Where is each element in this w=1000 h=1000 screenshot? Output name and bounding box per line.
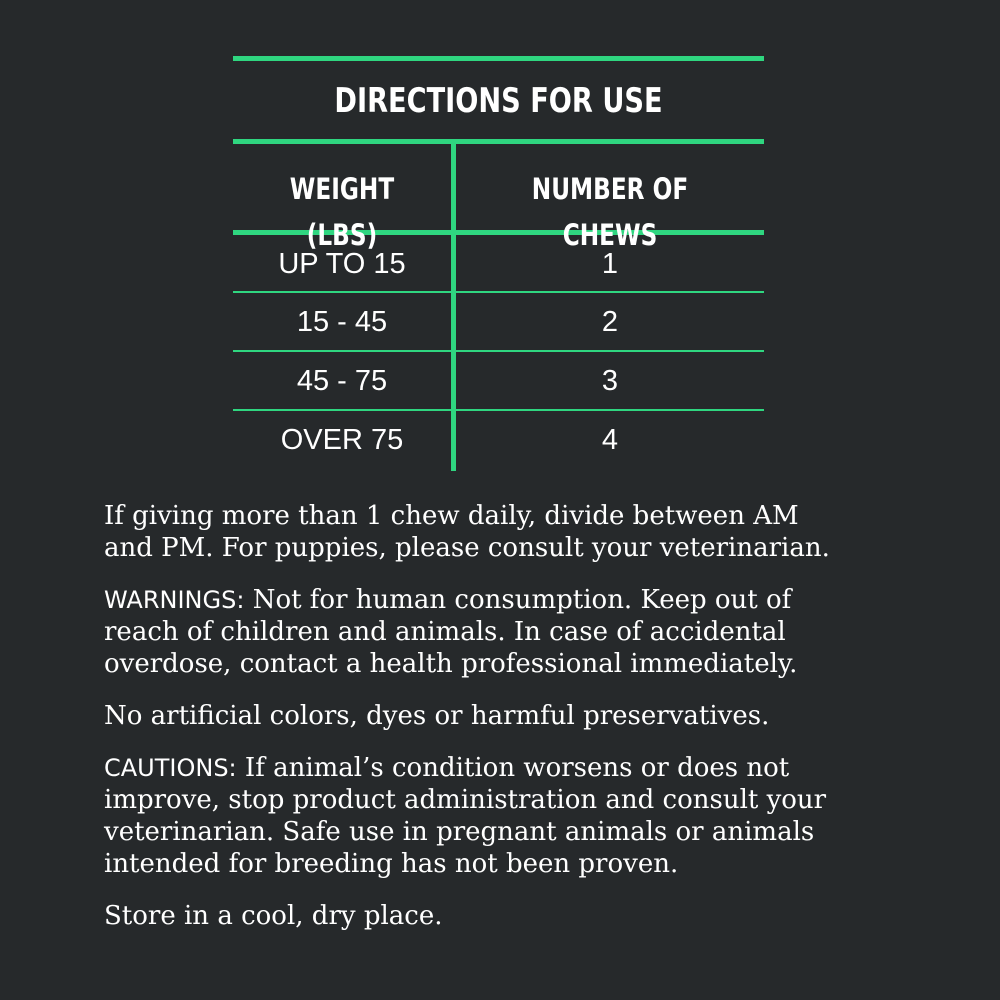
table-cell-weight: OVER 75 [280,424,404,456]
header-chews: NUMBER OF CHEWS [531,172,689,252]
table-top-rule [233,56,764,61]
warnings-text: Not for human consumption. Keep out of reach of children and animals. In case of accidental overdose, contact a health professional immediately. [104,585,798,679]
no-artificial-paragraph: No artificial colors, dyes or harmful preservatives. [104,701,770,731]
table-cell-chews: 2 [601,306,619,338]
cautions-text: If animal’s condition worsens or does not improve, stop product administration and consult your veterinarian. Safe use in pregnant animals or animals intended for breeding has not been proven. [104,753,827,879]
warnings-paragraph [104,584,984,680]
table-cell-weight: 15 - 45 [296,306,388,338]
usage-notes [104,500,984,952]
warnings-label: WARNINGS: [104,586,245,614]
cautions-paragraph [104,752,984,880]
header-weight: WEIGHT (LBS) [289,172,395,252]
table-cell-weight: UP TO 15 [278,248,406,280]
intro-paragraph: If giving more than 1 chew daily, divide between AM and PM. For puppies, please consult your veterinarian. [104,501,830,563]
cautions-label: CAUTIONS: [104,754,237,782]
table-cell-chews: 1 [601,248,619,280]
table-cell-chews: 3 [601,365,619,397]
table-cell-chews: 4 [601,424,619,456]
storage-paragraph: Store in a cool, dry place. [104,901,443,931]
title-divider [233,139,764,144]
table-cell-weight: 45 - 75 [296,365,388,397]
table-title: DIRECTIONS FOR USE [334,81,663,121]
